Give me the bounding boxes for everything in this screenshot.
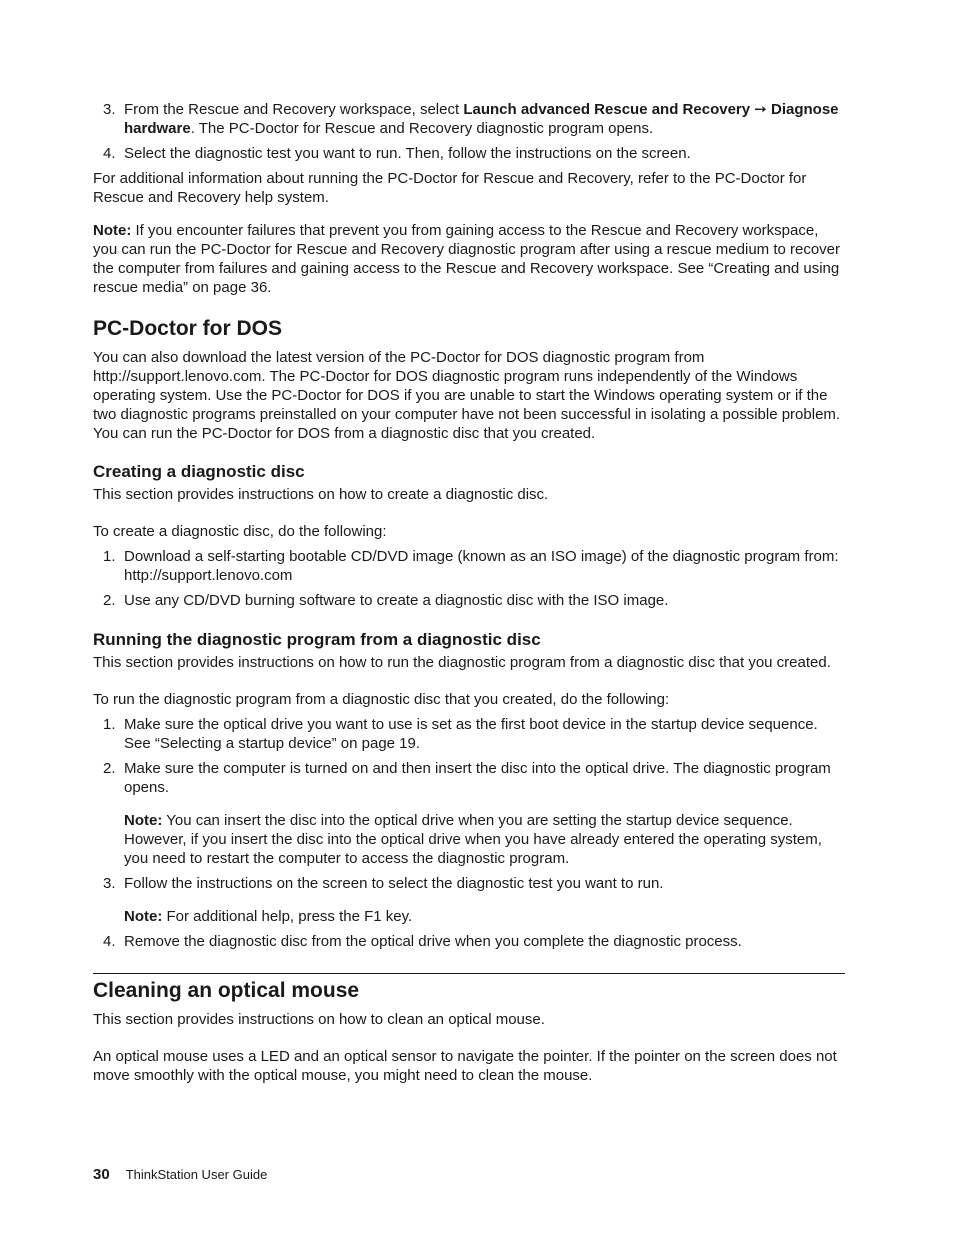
paragraph-additional-info: For additional information about running the PC-Doctor for Rescue and Recovery, refer to the PC-Doctor for Rescue and Recovery help system.	[93, 170, 807, 206]
step-number: 1.	[103, 716, 116, 733]
page-number: 30	[93, 1166, 110, 1183]
step-text: Download a self-starting bootable CD/DVD image (known as an ISO image) of the diagnostic program from:	[124, 548, 839, 565]
step-note	[124, 811, 845, 868]
section-divider	[93, 973, 845, 974]
note-text: You can insert the disc into the optical drive when you are setting the startup device sequence. However, if you insert the disc into the optical drive when you have already entered the operating system, you need to restart the computer to access the diagnostic program.	[124, 812, 822, 867]
page-footer	[93, 1166, 267, 1184]
list-item	[93, 591, 845, 610]
list-item	[93, 932, 845, 951]
list-item	[93, 144, 845, 163]
paragraph-run-lead: To run the diagnostic program from a diagnostic disc that you created, do the following:	[93, 691, 670, 708]
step-number: 4.	[103, 145, 116, 162]
step-number: 2.	[103, 592, 116, 609]
paragraph-mouse-intro: This section provides instructions on how to clean an optical mouse.	[93, 1011, 545, 1028]
step-number: 3.	[103, 101, 116, 118]
paragraph-create-intro: This section provides instructions on how to create a diagnostic disc.	[93, 486, 549, 503]
step-number: 4.	[103, 933, 116, 950]
list-item	[93, 547, 845, 585]
step-number: 3.	[103, 875, 116, 892]
list-item	[93, 715, 845, 753]
note-label: Note:	[124, 812, 163, 829]
step-number: 1.	[103, 548, 116, 565]
list-item	[93, 874, 845, 926]
create-steps-list	[93, 547, 845, 610]
note-text: If you encounter failures that prevent you from gaining access to the Rescue and Recovery workspace, you can run the PC-Doctor for Rescue and Recovery diagnostic program after using a rescue medium to recover the computer from failures and gaining access to the Rescue and Recovery workspace. See “Creating and using rescue media” on page 36.	[93, 222, 841, 296]
step-number: 2.	[103, 760, 116, 777]
step-text: Select the diagnostic test you want to run. Then, follow the instructions on the screen.	[124, 145, 691, 162]
subsection-title-creating-disc: Creating a diagnostic disc	[93, 462, 305, 481]
guide-title: ThinkStation User Guide	[125, 1167, 268, 1182]
step-bold-path: Launch advanced Rescue and Recovery ➙ Diagnose hardware	[124, 101, 839, 137]
note-label: Note:	[124, 908, 163, 925]
list-item	[93, 100, 845, 138]
paragraph-mouse-body: An optical mouse uses a LED and an optical sensor to navigate the pointer. If the pointer on the screen does not move smoothly with the optical mouse, you might need to clean the mouse.	[93, 1048, 837, 1084]
subsection-title-running-program: Running the diagnostic program from a diagnostic disc	[93, 630, 541, 649]
step-url: http://support.lenovo.com	[124, 567, 293, 584]
paragraph-create-lead: To create a diagnostic disc, do the following:	[93, 523, 387, 540]
paragraph-run-intro: This section provides instructions on how to run the diagnostic program from a diagnostic disc that you created.	[93, 654, 831, 671]
list-item	[93, 759, 845, 868]
step-text: Remove the diagnostic disc from the optical drive when you complete the diagnostic process.	[124, 933, 742, 950]
step-text-after: . The PC-Doctor for Rescue and Recovery diagnostic program opens.	[190, 120, 654, 137]
document-page	[93, 100, 845, 1085]
run-steps-list	[93, 715, 845, 951]
step-text: From the Rescue and Recovery workspace, select	[124, 101, 464, 118]
paragraph-dos-intro: You can also download the latest version of the PC-Doctor for DOS diagnostic program from http://support.lenovo.com. The PC-Doctor for DOS diagnostic program runs independently of the Windows operating system. Use the PC-Doctor for DOS if you are unable to start the Windows operating system or if the two diagnostic programs preinstalled on your computer have not been successful in isolating a possible problem. You can run the PC-Doctor for DOS from a diagnostic disc that you created.	[93, 349, 841, 442]
top-steps-list	[93, 100, 845, 163]
note-paragraph	[93, 221, 845, 297]
step-note	[124, 907, 845, 926]
step-text: Make sure the computer is turned on and then insert the disc into the optical drive. The diagnostic program opens.	[124, 760, 831, 796]
section-title-cleaning-mouse: Cleaning an optical mouse	[93, 979, 360, 1002]
note-text: For additional help, press the F1 key.	[162, 908, 413, 925]
step-text: Use any CD/DVD burning software to create a diagnostic disc with the ISO image.	[124, 592, 669, 609]
note-label: Note:	[93, 222, 132, 239]
step-text: Make sure the optical drive you want to use is set as the first boot device in the startup device sequence. See “Selecting a startup device” on page 19.	[124, 716, 818, 752]
section-title-pc-doctor-dos: PC-Doctor for DOS	[93, 317, 282, 340]
step-text: Follow the instructions on the screen to select the diagnostic test you want to run.	[124, 875, 664, 892]
